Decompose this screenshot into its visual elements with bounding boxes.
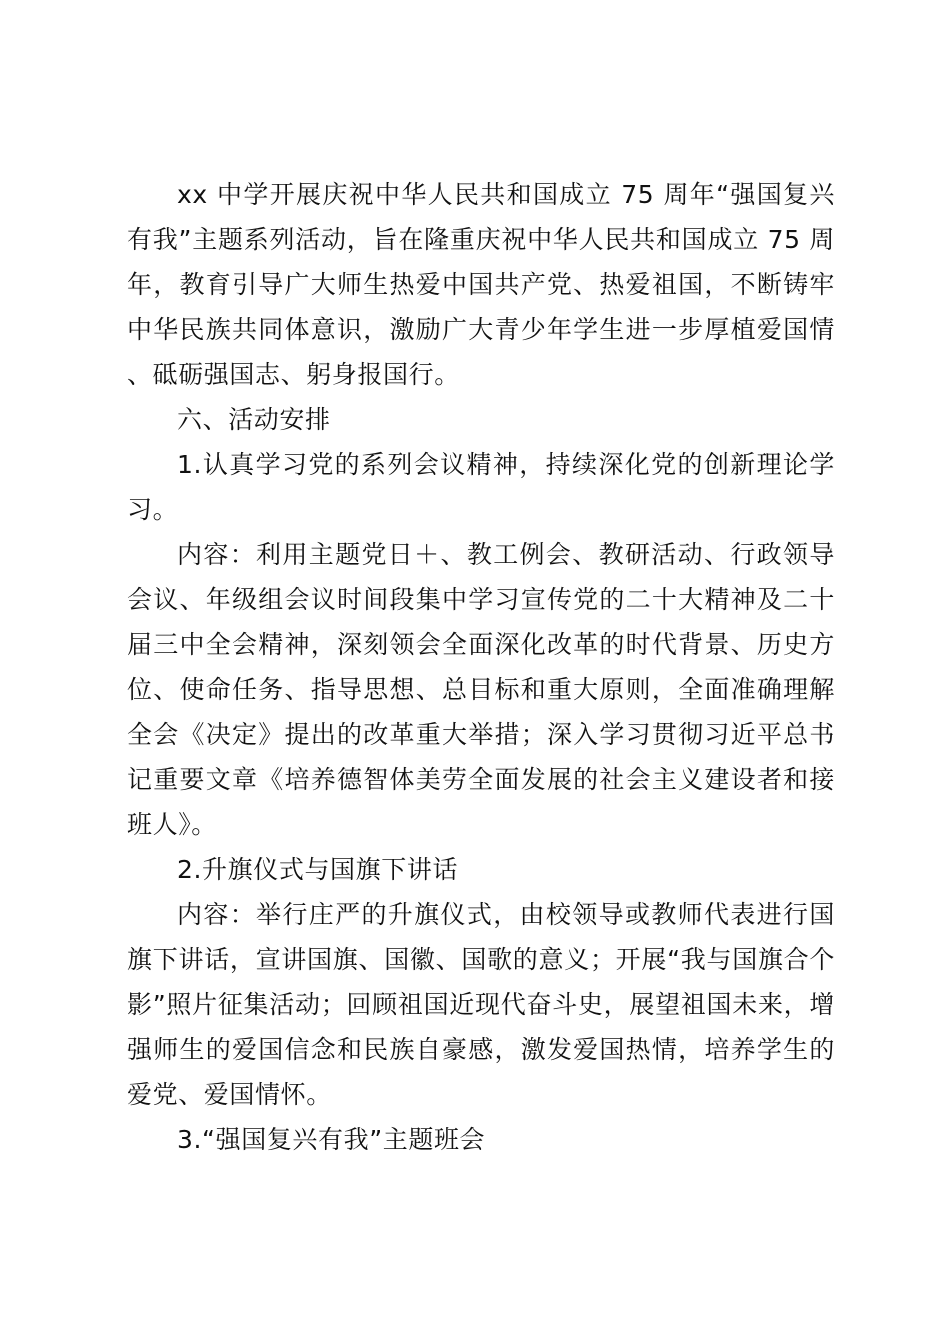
item-1-content: 内容：利用主题党日＋、教工例会、教研活动、行政领导会议、年级组会议时间段集中学习宣传党的二十大精神及二十届三中全会精神，深刻领会全面深化改革的时代背景、历史方位、使命任务、指导思想、总目标和重大原则，全面准确理解全会《决定》提出的改革重大举措；深入学习贯彻习近平总书记重要文章《培养德智体美劳全面发展的社会主义建设者和接班人》。 [127, 540, 835, 839]
document-body [127, 172, 835, 1162]
item-3-title: 3.“强国复兴有我”主题班会 [177, 1125, 486, 1154]
item-2-content: 内容：举行庄严的升旗仪式，由校领导或教师代表进行国旗下讲话，宣讲国旗、国徽、国歌的意义；开展“我与国旗合个影”照片征集活动；回顾祖国近现代奋斗史，展望祖国未来，增强师生的爱国信念和民族自豪感，激发爱国热情，培养学生的爱党、爱国情怀。 [127, 900, 835, 1109]
item-1-title: 1.认真学习党的系列会议精神，持续深化党的创新理论学习。 [127, 450, 835, 524]
intro-paragraph: xx 中学开展庆祝中华人民共和国成立 75 周年“强国复兴有我”主题系列活动，旨在隆重庆祝中华人民共和国成立 75 周年，教育引导广大师生热爱中国共产党、热爱祖国，不断铸牢中华民族共同体意识，激励广大青少年学生进一步厚植爱国情、砥砺强国志、躬身报国行。 [127, 180, 835, 389]
item-2-title: 2.升旗仪式与国旗下讲话 [177, 855, 459, 884]
section-heading-activity-arrangement: 六、活动安排 [177, 405, 331, 434]
